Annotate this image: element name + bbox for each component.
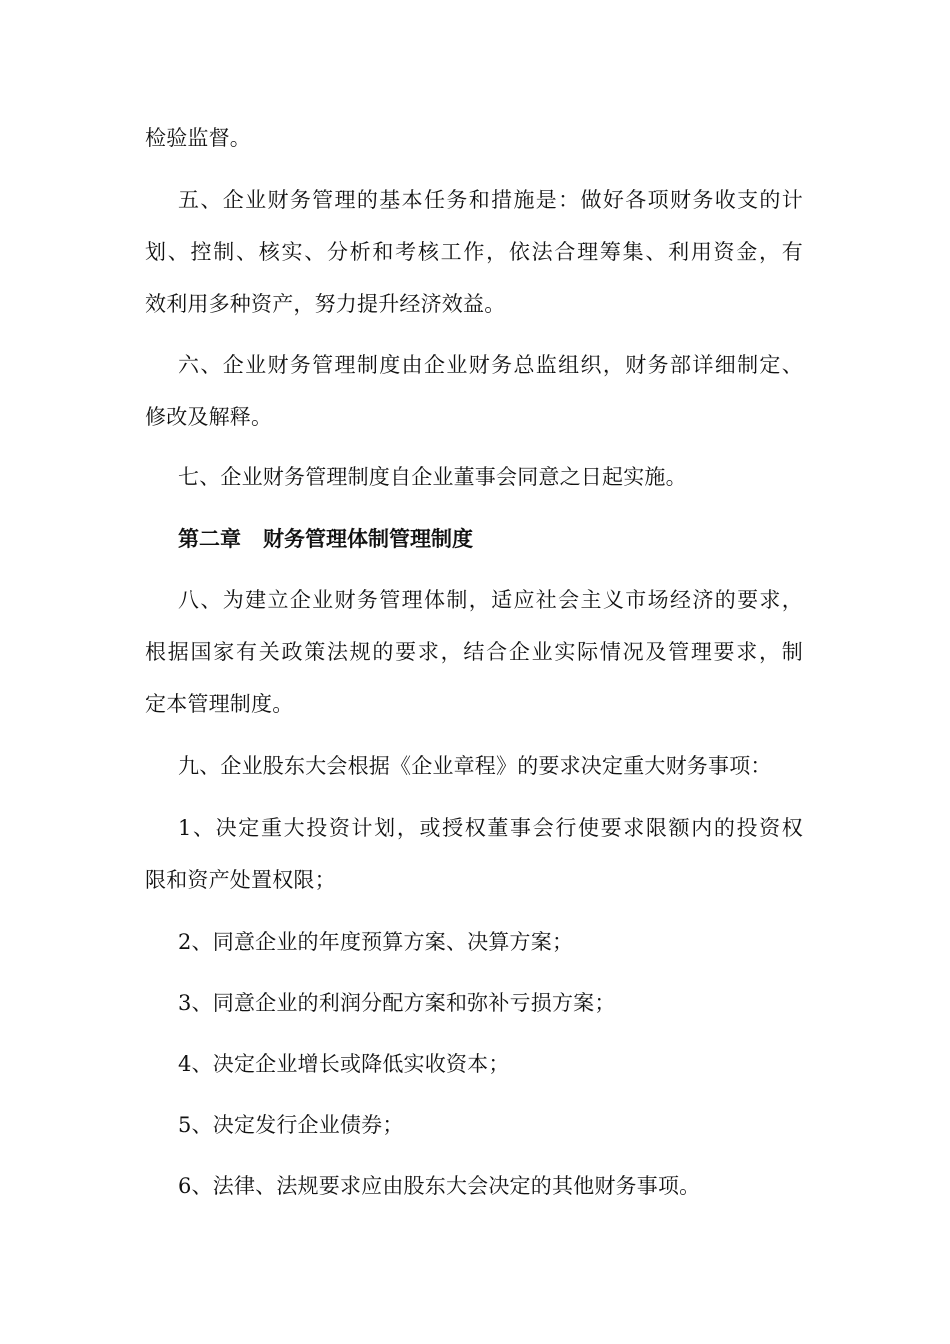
list-item-line: 3、同意企业的利润分配方案和弥补亏损方案； xyxy=(178,991,616,1015)
list-item-line: 限和资产处置权限； xyxy=(145,868,336,892)
list-item-line: 6、法律、法规要求应由股东大会决定的其他财务事项。 xyxy=(178,1174,701,1198)
chapter-title: 财务管理体制管理制度 xyxy=(263,527,473,551)
paragraph-line: 六、企业财务管理制度由企业财务总监组织，财务部详细制定、 xyxy=(178,353,803,377)
paragraph-line: 九、企业股东大会根据《企业章程》的要求决定重大财务事项： xyxy=(178,754,772,778)
paragraph-line: 效利用多种资产，努力提升经济效益。 xyxy=(145,292,506,316)
paragraph-line: 检验监督。 xyxy=(145,126,251,150)
paragraph-line: 定本管理制度。 xyxy=(145,692,294,716)
list-item-line: 2、同意企业的年度预算方案、决算方案； xyxy=(178,930,574,954)
list-item-line: 5、决定发行企业债券； xyxy=(178,1113,404,1137)
chapter-number: 第二章 xyxy=(178,527,241,551)
paragraph-line: 五、企业财务管理的基本任务和措施是：做好各项财务收支的计 xyxy=(178,188,803,212)
chapter-heading xyxy=(178,525,473,553)
paragraph-line: 根据国家有关政策法规的要求，结合企业实际情况及管理要求，制 xyxy=(145,640,803,664)
list-item-line: 1、决定重大投资计划，或授权董事会行使要求限额内的投资权 xyxy=(178,816,803,840)
paragraph-line: 七、企业财务管理制度自企业董事会同意之日起实施。 xyxy=(178,465,687,489)
paragraph-line: 划、控制、核实、分析和考核工作，依法合理筹集、利用资金，有 xyxy=(145,240,803,264)
paragraph-line: 八、为建立企业财务管理体制，适应社会主义市场经济的要求， xyxy=(178,588,803,612)
list-item-line: 4、决定企业增长或降低实收资本； xyxy=(178,1052,510,1076)
paragraph-line: 修改及解释。 xyxy=(145,405,273,429)
